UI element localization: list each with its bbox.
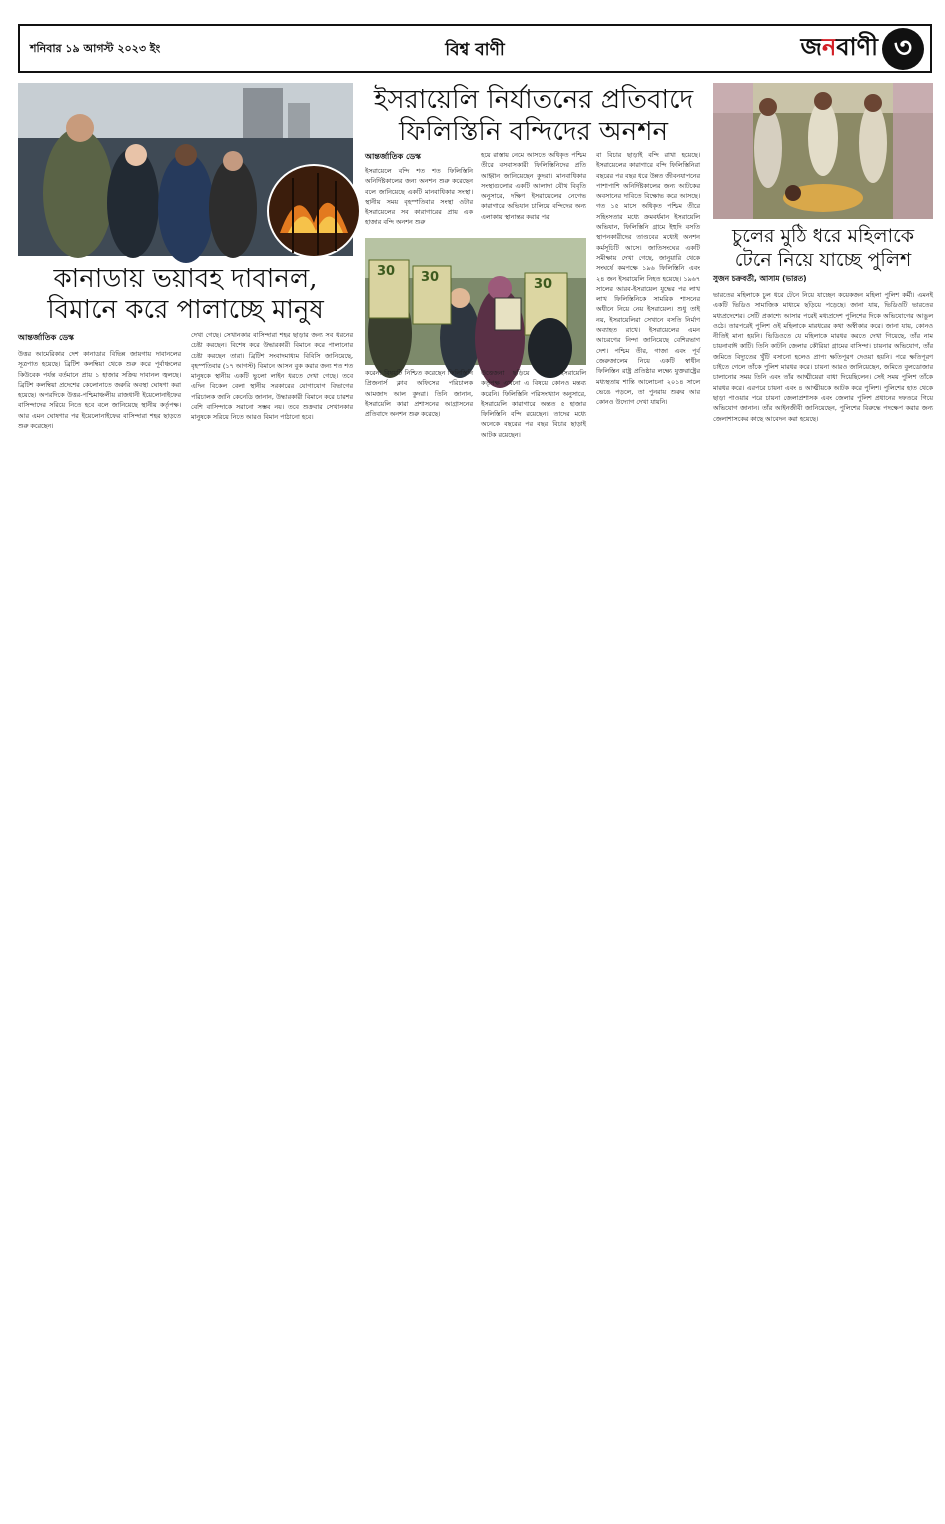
- hunger-strike-col1-bottom: করেন। বিষয়টি নিশ্চিত করেছেন ফিলিস্তিনি প্রিজনার্স ক্লাব অফিসের পরিচালক আমজাদ আল কুদরা। তিনি জানান, ইসরায়েলি কারা প্রশাসনের আগ্রাসনের প্রতিবাদে অনশন শুরু করেছে।: [365, 369, 473, 419]
- police-video-photo: [713, 83, 933, 219]
- hunger-strike-headline: [362, 84, 705, 148]
- wildfire-body-col2: দেখা গেছে। সেখানকার বাসিন্দারা শহর ছাড়ার জন্য সব ধরনের চেষ্টা করছেন। বিশেষ করে উদ্ধারকারী বিমানে করে পালানোর চেষ্টা করছেন তারা। ব্রিটিশ সংবাদমাধ্যম বিবিসি জানিয়েছে, বৃহস্পতিবার (১৭ আগস্ট) বিমানে আসন বুক করার জন্য শত শত মানুষকে স্থানীয় একটি ভুলো লাইন ধরতে দেখা গেছে। তবে এদিন বিকেল বেলা স্থানীয় সরকারের যোগাযোগ বিভাগের পরিচালক জানি কেনেডি জানান, উদ্ধারকারী বিমানে করে চারশর বেশি বাসিন্দাকে সরানো সম্ভব নয়। তবে শুক্রবার সেখানকার মানুষকে সরিয়ে নিতে আরও বিমান পাঠানো হবে।: [191, 331, 353, 422]
- hunger-strike-byline: আন্তর্জাতিক ডেস্ক: [365, 152, 421, 161]
- hunger-strike-col1-top: ইসরায়েলে বন্দি শত শত ফিলিস্তিনি অনির্দিষ্টকালের জন্য অনশন শুরু করেছেন বলে জানিয়েছে একটি মানবাধিকার সংস্থা। স্থানীয় সময় বৃহস্পতিবার সংস্থা ওটার ইসরায়েলের সব কারাগারের প্রায় এক হাজার বন্দি অনশন শুরু: [365, 167, 473, 227]
- protest-sign-number-2: 30: [421, 270, 440, 285]
- newspaper-logo: [800, 29, 924, 69]
- protest-sign-number-1: 30: [377, 264, 396, 279]
- hunger-strike-col3: বা বিচার ছাড়াই বন্দি রাখা হয়েছে। ইসরায়েলের কারাগারে বন্দি ফিলিস্তিনিরা বছরের পর বছর ধরে উন্নত জীবনযাপনের পাশাপাশি অনির্দিষ্টকালের জন্য আটকের অবসানের দাবিতে বিক্ষোভ করে আসছে। গত ১৫ মাসে অধিকৃত পশ্চিম তীরে সহিংসতার মধ্যে ক্রমবর্ধমান ইসরায়েলি অভিযান, ফিলিস্তিনি গ্রামে ইহুদি বসতি স্থাপনকারীদের তাণ্ডবের মধ্যেই অনশন কর্মসূচিটি আসে। জাতিসংঘের একটি সমীক্ষায় দেখা গেছে, জানুয়ারি থেকে সংঘর্ষে কমপক্ষে ১৯৬ ফিলিস্তিনি এবং ২৪ জন ইসরায়েলি নিহত হয়েছে। ১৯৬৭ সালের আরব-ইসরায়েল যুদ্ধের পর লাখ লাখ ফিলিস্তিনিকে সামরিক শাসনের অধীনে নিয়ে নেয় ইসরায়েল। শুধু তাই নয়, ইসরায়েলিরা সেখানে বসতি নির্মাণ অব্যাহত রাখে। ইসরায়েলের এমন আচরণের নিন্দা জানিয়েছে বেশিরভাগ দেশ। পশ্চিম তীর, গাজা এবং পূর্ব জেরুজালেম নিয়ে একটি স্বাধীন ফিলিস্তিন রাষ্ট্র প্রতিষ্ঠার লক্ষ্যে যুক্তরাষ্ট্রের মধ্যস্থতায় শান্তি আলোচনা ২০১৪ সালে ভেঙে পড়লে, তা পুনরায় শুরুর আর কোনও উদ্যোগ দেখা যায়নি।: [596, 151, 700, 407]
- wildfire-photo: [18, 83, 353, 256]
- police-headline-line1: চুলের মুঠি ধরে মহিলাকে: [731, 225, 915, 247]
- page-number-badge: ৩: [882, 28, 924, 70]
- police-byline: সুজন চক্রবর্তী, আসাম (ভারত): [713, 274, 807, 283]
- police-body: ভারতের মহিলাকে চুল ধরে টেনে নিয়ে যাচ্ছেন কয়েকজন মহিলা পুলিশ কর্মী। এমনই একটি ভিডিও সামাজিক মাধ্যমে ছড়িয়ে পড়েছে। জানা যায়, ভিডিওটি ভারতের মধ্যপ্রদেশের। সেটি প্রকাশ্যে আসার পরেই মধ্যপ্রদেশ পুলিশের দিকে অভিযোগের আঙুল ওঠে। তারপরেই পুলিশ ওই মহিলাকে মারধরের কথা অস্বীকার করে। জানা যায়, কোনও নীতিই মানা হয়নি। ভিডিওতে যে মহিলাকে মারধর করতে দেখা গিয়েছে, তাঁর নাম চায়নাবাঈ কাটি। তিনি কাটনি জেলার কৌরিয়া গ্রামের বাসিন্দা। চায়নার অভিযোগ, তাঁর জমিতে বিদ্যুতের খুঁটি বসানো হলেও প্রাপ্য ক্ষতিপূরণ দেওয়া হয়নি। পরে ক্ষতিপূরণ চাইতে গেলে তাঁকে পুলিশ মারধর করে। চায়না আরও জানিয়েছেন, জমিতে বুলডোজার চালানোর সময় তিনি এবং তাঁর আত্মীয়েরা বাধা দিয়েছিলেন। সেই সময় পুলিশ তাঁকে মারধর করে। এরপরে চায়না এবং ৪ আত্মীয়কে আটক করে পুলিশ। পুলিশের হাত থেকে ছাড়া পাওয়ার পরে চায়না জেলাপ্রশাসক এবং জেলার পুলিশ প্রধানের দফতরে গিয়ে অভিযোগ জানান। তাঁর আইনজীবী জানিয়েছেন, পুলিশের বিরুদ্ধে পদক্ষেপ করার জন্য জেলাশাসকের কাছে আবেদন করা হয়েছে।: [713, 291, 933, 423]
- logo-text-part2: ন: [821, 33, 837, 61]
- wildfire-headline: [18, 264, 353, 326]
- wildfire-body-col1: উত্তর আমেরিকার দেশ কানাডার বিভিন্ন জায়গায় দাবানলের সূত্রপাত হয়েছে। ব্রিটিশ কলম্বিয়া থেকে শুরু করে পূর্বাঞ্চলের কিউবেক পর্যন্ত বর্তমানে প্রায় ১ হাজার সক্রিয় দাবানল জ্বলছে। ব্রিটিশ কলম্বিয়া প্রদেশের কেলোনাতে জরুরি অবস্থা ঘোষণা করা হয়েছে। অপরদিকে উত্তর-পশ্চিমাঞ্চলীয় রাজধানী ইয়েলোনাইফের বাসিন্দাদের সরিয়ে নিতে হবে বলে জানিয়েছে স্থানীয় কর্তৃপক্ষ। আর এমন ঘোষণার পর ইয়েলোনাইফের বাসিন্দারা শহর ছাড়তে শুরু করেছেন।: [18, 350, 181, 431]
- police-headline-line2: টেনে নিয়ে যাচ্ছে পুলিশ: [734, 249, 912, 271]
- issue-date: শনিবার ১৯ আগস্ট ২০২৩ ইং: [30, 42, 161, 55]
- logo-text-part1: জ: [800, 33, 822, 61]
- police-headline: [713, 224, 933, 272]
- protest-sign-number-3: 30: [534, 277, 553, 292]
- masthead-bar: [18, 24, 932, 73]
- hunger-strike-headline-line1: ইসরায়েলি নির্যাতনের প্রতিবাদে: [373, 85, 694, 115]
- logo-text-part3: বাণী: [836, 33, 878, 61]
- section-title: বিশ্ব বাণী: [445, 40, 505, 60]
- wildfire-headline-line2: বিমানে করে পালাচ্ছে মানুষ: [47, 295, 324, 325]
- hunger-strike-col2-top: হয়ে রাস্তায় নেমে আসতে অধিকৃত পশ্চিম তীরে বসবাসকারী ফিলিস্তিনিদের প্রতি আহ্বান জানিয়েছেন কুদরা। মানবাধিকার সংস্থাগুলোর একটি আলাদা যৌথ বিবৃতি অনুসারে, দক্ষিণ ইসরায়েলের নেগেভ কারাগারে অভিযান চালিয়ে বন্দিদের অন্য এলাকায় স্থানান্তর করার পর: [481, 151, 586, 221]
- protest-photo: [365, 238, 586, 365]
- hunger-strike-col2-bottom: উত্তেজনা ছড়িয়ে পড়ে। ইসরায়েলি কর্তৃপক্ষ এখনো এ বিষয়ে কোনও মন্তব্য করেনি। ফিলিস্তিনি পরিসংখ্যান অনুসারে, ইসরায়েলি কারাগারে অন্তত ৫ হাজার ফিলিস্তিনি বন্দি রয়েছেন। তাদের মধ্যে অনেকে বছরের পর বছর বিচার ছাড়াই আটক রয়েছেন।: [481, 369, 586, 439]
- hunger-strike-headline-line2: ফিলিস্তিনি বন্দিদের অনশন: [399, 117, 668, 147]
- wildfire-byline: আন্তর্জাতিক ডেস্ক: [18, 333, 74, 342]
- wildfire-headline-line1: কানাডায় ভয়াবহ দাবানল,: [53, 264, 318, 294]
